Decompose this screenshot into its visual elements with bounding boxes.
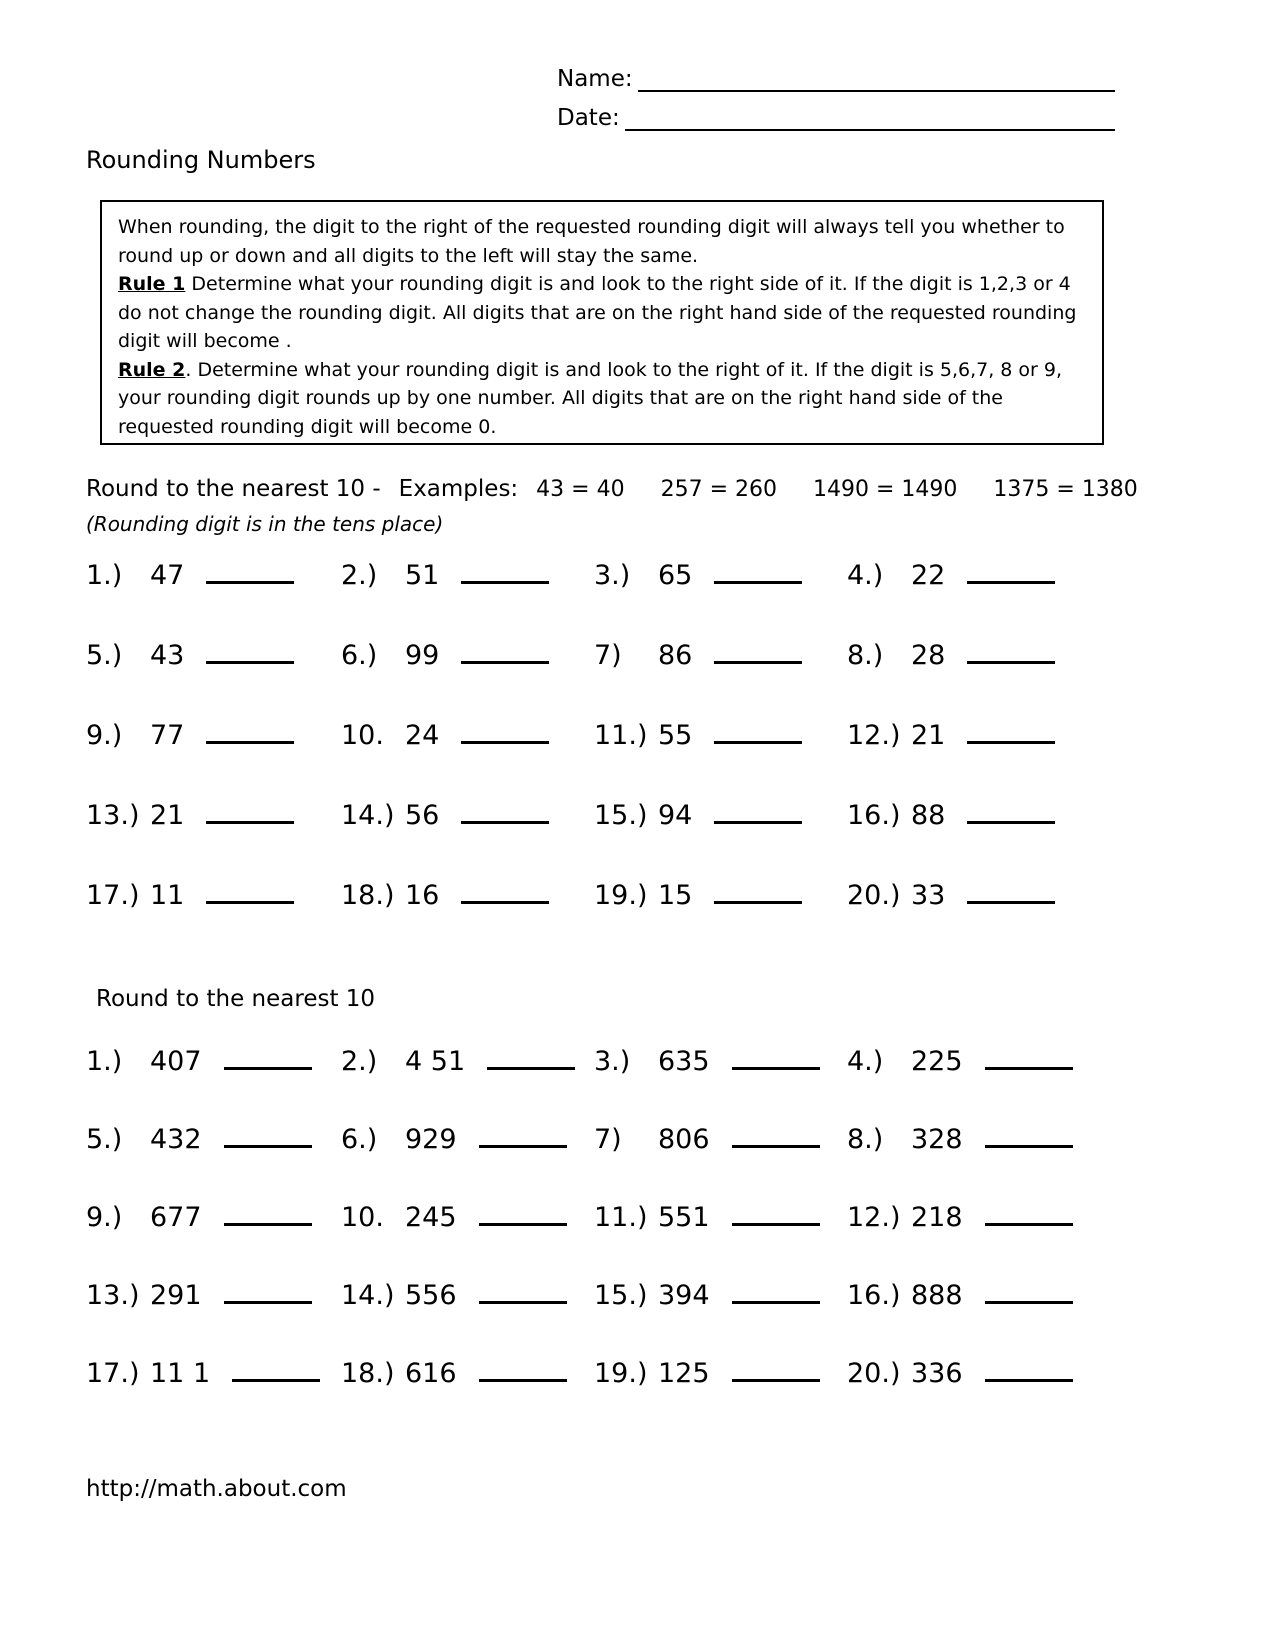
problem-number: 4.) bbox=[847, 1046, 884, 1077]
problem-item bbox=[86, 1199, 341, 1277]
name-blank-line bbox=[638, 64, 1115, 92]
problem-value: 24 bbox=[405, 720, 440, 751]
example-item: 257 = 260 bbox=[660, 477, 777, 502]
student-id-block bbox=[557, 58, 1115, 136]
problem-value: 47 bbox=[150, 560, 185, 591]
problem-number: 8.) bbox=[847, 1124, 884, 1155]
problem-value: 21 bbox=[150, 800, 185, 831]
problem-value: 245 bbox=[405, 1202, 457, 1233]
rule1-label: Rule 1 bbox=[118, 273, 186, 295]
problem-number: 20.) bbox=[847, 880, 901, 911]
answer-blank bbox=[714, 557, 802, 584]
problem-number: 10. bbox=[341, 720, 384, 751]
answer-blank bbox=[714, 797, 802, 824]
example-item: 43 = 40 bbox=[536, 477, 625, 502]
problem-item bbox=[341, 637, 594, 717]
answer-blank bbox=[479, 1199, 567, 1226]
answer-blank bbox=[224, 1043, 312, 1070]
problem-item bbox=[86, 1121, 341, 1199]
problem-item bbox=[847, 1355, 1127, 1433]
problem-item bbox=[341, 557, 594, 637]
example-item: 1490 = 1490 bbox=[813, 477, 958, 502]
problem-number: 13.) bbox=[86, 1280, 140, 1311]
date-field bbox=[557, 97, 1115, 131]
section1-heading: Round to the nearest 10 - bbox=[86, 476, 381, 502]
examples-list bbox=[536, 477, 1138, 502]
problem-item bbox=[594, 1121, 847, 1199]
answer-blank bbox=[224, 1121, 312, 1148]
answer-blank bbox=[224, 1277, 312, 1304]
problem-number: 16.) bbox=[847, 1280, 901, 1311]
problem-number: 14.) bbox=[341, 800, 395, 831]
answer-blank bbox=[461, 717, 549, 744]
answer-blank bbox=[967, 877, 1055, 904]
answer-blank bbox=[206, 557, 294, 584]
problem-item bbox=[847, 557, 1127, 637]
problem-item bbox=[594, 1277, 847, 1355]
problem-item bbox=[86, 1043, 341, 1121]
problem-value: 51 bbox=[405, 560, 440, 591]
problem-item bbox=[594, 877, 847, 957]
problem-value: 551 bbox=[658, 1202, 710, 1233]
problem-value: 55 bbox=[658, 720, 693, 751]
problem-item bbox=[594, 797, 847, 877]
answer-blank bbox=[732, 1043, 820, 1070]
answer-blank bbox=[461, 637, 549, 664]
answer-blank bbox=[985, 1199, 1073, 1226]
section2-heading: Round to the nearest 10 bbox=[96, 986, 376, 1012]
section2-problems-grid bbox=[86, 1043, 1196, 1433]
problem-number: 2.) bbox=[341, 560, 378, 591]
answer-blank bbox=[714, 637, 802, 664]
answer-blank bbox=[967, 637, 1055, 664]
problem-value: 94 bbox=[658, 800, 693, 831]
answer-blank bbox=[967, 557, 1055, 584]
problem-item bbox=[594, 1199, 847, 1277]
date-label: Date: bbox=[557, 105, 620, 131]
examples-label: Examples: bbox=[398, 476, 519, 502]
problem-value: 218 bbox=[911, 1202, 963, 1233]
problem-item bbox=[341, 1121, 594, 1199]
problem-item bbox=[594, 1355, 847, 1433]
answer-blank bbox=[224, 1199, 312, 1226]
problem-item bbox=[847, 1199, 1127, 1277]
answer-blank bbox=[479, 1277, 567, 1304]
problem-value: 225 bbox=[911, 1046, 963, 1077]
section1-problems-grid bbox=[86, 557, 1196, 957]
problem-value: 28 bbox=[911, 640, 946, 671]
answer-blank bbox=[206, 877, 294, 904]
problem-number: 17.) bbox=[86, 1358, 140, 1389]
problem-value: 394 bbox=[658, 1280, 710, 1311]
problem-value: 929 bbox=[405, 1124, 457, 1155]
problem-value: 888 bbox=[911, 1280, 963, 1311]
answer-blank bbox=[732, 1121, 820, 1148]
problem-number: 4.) bbox=[847, 560, 884, 591]
answer-blank bbox=[461, 797, 549, 824]
problem-number: 19.) bbox=[594, 1358, 648, 1389]
problem-item bbox=[847, 637, 1127, 717]
problem-number: 13.) bbox=[86, 800, 140, 831]
problem-item bbox=[86, 557, 341, 637]
problem-value: 407 bbox=[150, 1046, 202, 1077]
problem-number: 20.) bbox=[847, 1358, 901, 1389]
problem-number: 10. bbox=[341, 1202, 384, 1233]
problem-value: 291 bbox=[150, 1280, 202, 1311]
problem-number: 18.) bbox=[341, 880, 395, 911]
problem-value: 11 bbox=[150, 880, 185, 911]
answer-blank bbox=[461, 557, 549, 584]
name-field bbox=[557, 58, 1115, 92]
problem-value: 15 bbox=[658, 880, 693, 911]
answer-blank bbox=[487, 1043, 575, 1070]
answer-blank bbox=[732, 1199, 820, 1226]
answer-blank bbox=[967, 797, 1055, 824]
rules-box bbox=[100, 200, 1104, 445]
problem-item bbox=[86, 637, 341, 717]
problem-number: 6.) bbox=[341, 1124, 378, 1155]
problem-number: 3.) bbox=[594, 560, 631, 591]
problem-item bbox=[847, 877, 1127, 957]
page-title: Rounding Numbers bbox=[86, 146, 316, 174]
problem-number: 7) bbox=[594, 1124, 622, 1155]
problem-number: 7) bbox=[594, 640, 622, 671]
problem-number: 1.) bbox=[86, 560, 123, 591]
answer-blank bbox=[479, 1121, 567, 1148]
rule2-label: Rule 2 bbox=[118, 358, 186, 381]
answer-blank bbox=[967, 717, 1055, 744]
answer-blank bbox=[714, 877, 802, 904]
problem-value: 43 bbox=[150, 640, 185, 671]
date-blank-line bbox=[625, 103, 1115, 131]
problem-value: 77 bbox=[150, 720, 185, 751]
problem-item bbox=[847, 1121, 1127, 1199]
problem-item bbox=[86, 797, 341, 877]
answer-blank bbox=[985, 1355, 1073, 1382]
problem-value: 556 bbox=[405, 1280, 457, 1311]
problem-number: 9.) bbox=[86, 1202, 123, 1233]
problem-item bbox=[847, 1277, 1127, 1355]
problem-item bbox=[341, 1277, 594, 1355]
answer-blank bbox=[206, 797, 294, 824]
problem-number: 11.) bbox=[594, 1202, 648, 1233]
problem-number: 15.) bbox=[594, 800, 648, 831]
problem-value: 16 bbox=[405, 880, 440, 911]
problem-value: 99 bbox=[405, 640, 440, 671]
problem-value: 88 bbox=[911, 800, 946, 831]
problem-number: 5.) bbox=[86, 1124, 123, 1155]
problem-number: 8.) bbox=[847, 640, 884, 671]
source-url: http://math.about.com bbox=[86, 1476, 347, 1502]
problem-value: 86 bbox=[658, 640, 693, 671]
example-item: 1375 = 1380 bbox=[993, 477, 1138, 502]
problem-item bbox=[86, 877, 341, 957]
problem-number: 12.) bbox=[847, 1202, 901, 1233]
answer-blank bbox=[479, 1355, 567, 1382]
answer-blank bbox=[732, 1277, 820, 1304]
problem-value: 4 51 bbox=[405, 1046, 466, 1077]
problem-value: 432 bbox=[150, 1124, 202, 1155]
problem-number: 11.) bbox=[594, 720, 648, 751]
problem-number: 18.) bbox=[341, 1358, 395, 1389]
problem-number: 2.) bbox=[341, 1046, 378, 1077]
problem-item bbox=[594, 717, 847, 797]
problem-number: 14.) bbox=[341, 1280, 395, 1311]
problem-item bbox=[341, 717, 594, 797]
problem-value: 635 bbox=[658, 1046, 710, 1077]
problem-number: 9.) bbox=[86, 720, 123, 751]
problem-item bbox=[341, 877, 594, 957]
problem-value: 677 bbox=[150, 1202, 202, 1233]
answer-blank bbox=[714, 717, 802, 744]
problem-number: 1.) bbox=[86, 1046, 123, 1077]
problem-value: 33 bbox=[911, 880, 946, 911]
problem-value: 56 bbox=[405, 800, 440, 831]
answer-blank bbox=[985, 1121, 1073, 1148]
problem-item bbox=[594, 637, 847, 717]
problem-value: 328 bbox=[911, 1124, 963, 1155]
problem-value: 336 bbox=[911, 1358, 963, 1389]
rule2-text: . Determine what your rounding digit is and look to the right of it. If the digit is 5,6,7, 8 or 9, your rounding digit rounds up by one number. All digits that are on the right hand side of the requested rounding digit will become 0. bbox=[118, 358, 1063, 438]
problem-number: 12.) bbox=[847, 720, 901, 751]
problem-value: 125 bbox=[658, 1358, 710, 1389]
problem-value: 806 bbox=[658, 1124, 710, 1155]
answer-blank bbox=[985, 1277, 1073, 1304]
problem-value: 21 bbox=[911, 720, 946, 751]
problem-item bbox=[594, 557, 847, 637]
problem-value: 22 bbox=[911, 560, 946, 591]
answer-blank bbox=[206, 717, 294, 744]
answer-blank bbox=[732, 1355, 820, 1382]
problem-number: 6.) bbox=[341, 640, 378, 671]
problem-item bbox=[86, 717, 341, 797]
problem-item bbox=[86, 1277, 341, 1355]
problem-item bbox=[341, 1199, 594, 1277]
section1-note: (Rounding digit is in the tens place) bbox=[86, 512, 444, 536]
problem-item bbox=[341, 797, 594, 877]
answer-blank bbox=[206, 637, 294, 664]
answer-blank bbox=[232, 1355, 320, 1382]
name-label: Name: bbox=[557, 66, 633, 92]
problem-item bbox=[594, 1043, 847, 1121]
problem-item bbox=[847, 717, 1127, 797]
rules-intro: When rounding, the digit to the right of the requested rounding digit will always tell you whether to round up or down and all digits to the left will stay the same. bbox=[118, 216, 1065, 267]
answer-blank bbox=[985, 1043, 1073, 1070]
problem-value: 11 1 bbox=[150, 1358, 211, 1389]
problem-number: 19.) bbox=[594, 880, 648, 911]
problem-item bbox=[341, 1355, 594, 1433]
problem-value: 65 bbox=[658, 560, 693, 591]
problem-value: 616 bbox=[405, 1358, 457, 1389]
problem-number: 16.) bbox=[847, 800, 901, 831]
problem-number: 3.) bbox=[594, 1046, 631, 1077]
problem-number: 15.) bbox=[594, 1280, 648, 1311]
section1-heading-row bbox=[86, 476, 1138, 502]
rule1-text: Determine what your rounding digit is and look to the right side of it. If the digit is 1,2,3 or 4 do not change the rounding digit. All digits that are on the right hand side of the requested rounding digit will become . bbox=[118, 273, 1077, 352]
problem-item bbox=[341, 1043, 594, 1121]
problem-item bbox=[847, 797, 1127, 877]
problem-item bbox=[847, 1043, 1127, 1121]
answer-blank bbox=[461, 877, 549, 904]
problem-number: 5.) bbox=[86, 640, 123, 671]
problem-number: 17.) bbox=[86, 880, 140, 911]
problem-item bbox=[86, 1355, 341, 1433]
